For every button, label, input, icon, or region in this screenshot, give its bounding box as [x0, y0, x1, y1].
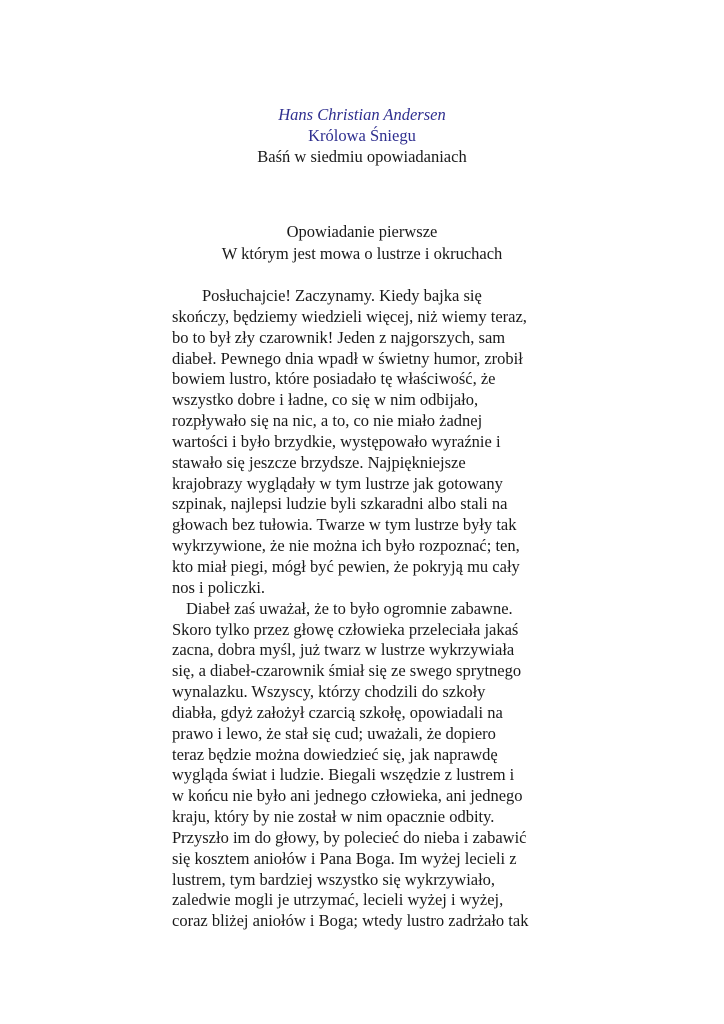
- chapter-heading: Opowiadanie pierwsze: [286, 222, 438, 241]
- text-line: bo to był zły czarownik! Jeden z najgorszych, sam: [172, 327, 506, 347]
- text-line: krajobrazy wyglądały w tym lustrze jak gotowany: [172, 473, 503, 493]
- text-line: coraz bliżej aniołów i Boga; wtedy lustro zadrżało tak: [172, 911, 529, 931]
- text-line: zaledwie mogli je utrzymać, lecieli wyżej i wyżej,: [172, 890, 504, 910]
- chapter-subheading: W którym jest mowa o lustrze i okruchach: [221, 243, 503, 263]
- text-line: prawo i lewo, że stał się cud; uważali, że dopiero: [172, 723, 496, 743]
- author-name: Hans Christian Andersen: [278, 105, 446, 124]
- text-line: wygląda świat i ludzie. Biegali wszędzie z lustrem i: [172, 765, 515, 785]
- text-line: bowiem lustro, które posiadało tę właściwość, że: [172, 369, 496, 389]
- text-line: rozpływało się na nic, a to, co nie miało żadnej: [172, 411, 483, 431]
- text-line: teraz będzie można dowiedzieć się, jak naprawdę: [172, 744, 498, 764]
- text-line: wynalazku. Wszyscy, którzy chodzili do szkoły: [172, 682, 486, 702]
- text-line: skończy, będziemy wiedzieli więcej, niż wiemy teraz,: [172, 306, 527, 326]
- text-line: szpinak, najlepsi ludzie byli szkaradni albo stali na: [172, 494, 508, 514]
- body-text: [172, 286, 567, 932]
- paragraph: [172, 599, 567, 933]
- text-line: w końcu nie było ani jednego człowieka, ani jednego: [172, 786, 523, 806]
- title-block: [0, 104, 724, 167]
- text-line: nos i policzki.: [172, 577, 266, 597]
- text-line: wykrzywione, że nie można ich było rozpoznać; ten,: [172, 536, 520, 556]
- text-line: Diabeł zaś uważał, że to było ogromnie zabawne.: [186, 598, 513, 618]
- text-line: się kosztem aniołów i Pana Boga. Im wyżej lecieli z: [172, 848, 517, 868]
- book-title: Królowa Śniegu: [308, 126, 416, 145]
- text-line: kto miał piegi, mógł być pewien, że pokryją mu cały: [172, 556, 520, 576]
- text-line: wszystko dobre i ładne, co się w nim odbijało,: [172, 390, 479, 410]
- text-line: się, a diabeł-czarownik śmiał się ze swego sprytnego: [172, 661, 522, 681]
- text-line: stawało się jeszcze brzydsze. Najpiękniejsze: [172, 452, 466, 472]
- paragraph: [172, 286, 567, 599]
- text-line: diabła, gdyż założył czarcią szkołę, opowiadali na: [172, 702, 503, 722]
- text-line: zacna, dobra myśl, już twarz w lustrze wykrzywiała: [172, 640, 515, 660]
- text-line: wartości i było brzydkie, występowało wyraźnie i: [172, 431, 501, 451]
- text-line: diabeł. Pewnego dnia wpadł w świetny humor, zrobił: [172, 348, 523, 368]
- text-line: kraju, który by nie został w nim opacznie odbity.: [172, 807, 495, 827]
- chapter-heading-block: [0, 221, 724, 264]
- text-line: Skoro tylko przez głowę człowieka przeleciała jakaś: [172, 619, 519, 639]
- text-line: Przyszło im do głowy, by polecieć do nieba i zabawić: [172, 827, 527, 847]
- text-line: Posłuchajcie! Zaczynamy. Kiedy bajka się: [202, 286, 482, 305]
- text-line: lustrem, tym bardziej wszystko się wykrzywiało,: [172, 869, 496, 889]
- text-line: głowach bez tułowia. Twarze w tym lustrze były tak: [172, 515, 517, 535]
- book-subtitle: Baśń w siedmiu opowiadaniach: [257, 147, 467, 166]
